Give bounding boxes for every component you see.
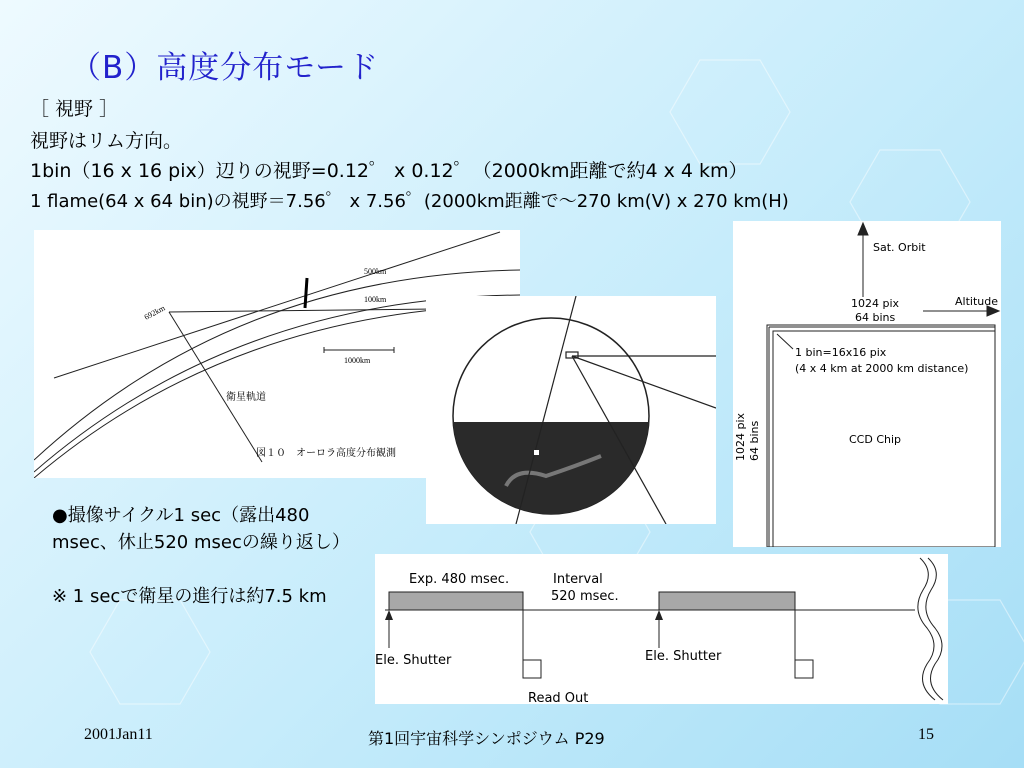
field-of-view-direction: 視野はリム方向。 bbox=[30, 130, 183, 152]
altitude-500-label: 500km bbox=[364, 267, 387, 276]
sat-orbit-label: Sat. Orbit bbox=[873, 241, 926, 254]
shutter-label-2: Ele. Shutter bbox=[645, 649, 722, 664]
ccd-chip-label: CCD Chip bbox=[849, 433, 902, 446]
top-bin-count: 64 bins bbox=[855, 311, 896, 324]
ccd-chip-figure bbox=[733, 221, 1001, 547]
orbit-figure-caption: 図１０ オーロラ高度分布観測 bbox=[256, 448, 396, 459]
bin-size-label: (4 x 4 km at 2000 km distance) bbox=[795, 362, 969, 375]
side-pixel-count: 1024 pix bbox=[734, 412, 747, 461]
interval-duration-label: 520 msec. bbox=[551, 589, 619, 604]
bin-field-of-view: 1bin（16 x 16 pix）辺りの視野=0.12゜ x 0.12゜（2000km距離で約4 x 4 km） bbox=[30, 160, 748, 182]
frame-field-of-view: 1 flame(64 x 64 bin)の視野＝7.56゜ x 7.56゜(2000km距離で～270 km(V) x 270 km(H) bbox=[30, 191, 789, 212]
interval-label: Interval bbox=[553, 572, 603, 587]
imaging-cycle-note: ●撮像サイクル1 sec（露出480 msec、休止520 msecの繰り返し） bbox=[52, 505, 350, 553]
camera-view-figure bbox=[426, 296, 716, 524]
satellite-travel-note: ※ 1 secで衛星の進行は約7.5 km bbox=[52, 586, 327, 607]
distance-label: 692km bbox=[142, 303, 167, 322]
shutter-label-1: Ele. Shutter bbox=[375, 653, 452, 668]
satellite-path-label: 衛星軌道 bbox=[226, 392, 266, 403]
bin-definition-label: 1 bin=16x16 pix bbox=[795, 346, 887, 359]
side-bin-count: 64 bins bbox=[748, 420, 761, 461]
footer-event: 第1回宇宙科学シンポジウム P29 bbox=[368, 729, 605, 748]
page-number: 15 bbox=[918, 726, 934, 743]
footer-date: 2001Jan11 bbox=[84, 726, 153, 743]
exposure-timing-diagram bbox=[375, 554, 948, 704]
altitude-label: Altitude bbox=[955, 295, 998, 308]
slide-title: （B）高度分布モード bbox=[70, 50, 380, 86]
imaging-notes bbox=[52, 502, 352, 610]
top-pixel-count: 1024 pix bbox=[851, 297, 900, 310]
exposure-label: Exp. 480 msec. bbox=[409, 572, 510, 587]
field-of-view-heading: ［ 視野 ］ bbox=[30, 98, 119, 120]
readout-label: Read Out bbox=[528, 691, 589, 704]
scale-bar-label: 1000km bbox=[344, 356, 371, 365]
altitude-100-label: 100km bbox=[364, 295, 387, 304]
